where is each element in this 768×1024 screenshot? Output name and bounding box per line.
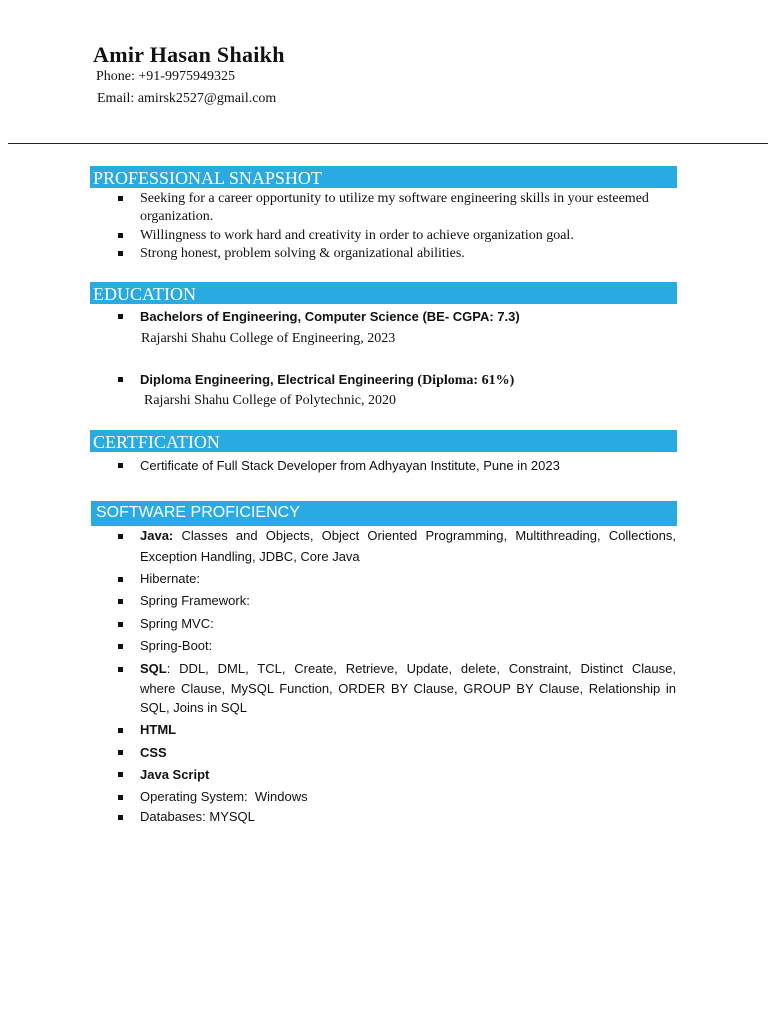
- section-header-professional-snapshot: PROFESSIONAL SNAPSHOT: [90, 166, 677, 188]
- education-degree-diploma: [140, 370, 676, 391]
- snapshot-item: Seeking for a career opportunity to utilize my software engineering skills in your esteemed organization.: [140, 191, 649, 224]
- header-divider: [8, 143, 768, 144]
- section-header-certification: CERTFICATION: [90, 430, 677, 452]
- bullet-icon: [118, 750, 123, 755]
- section-header-software-proficiency: SOFTWARE PROFICIENCY: [91, 501, 677, 526]
- skill-javascript: Java Script: [140, 767, 210, 782]
- skill-detail: : DDL, DML, TCL, Create, Retrieve, Update, delete, Constraint, Distinct Clause,: [166, 661, 676, 676]
- snapshot-item: Willingness to work hard and creativity in order to achieve organization goal.: [140, 228, 574, 243]
- skill-sql: [140, 659, 676, 679]
- bullet-icon: [118, 728, 123, 733]
- skill-sql-continued: where Clause, MySQL Function, ORDER BY Clause, GROUP BY Clause, Relationship in: [140, 681, 676, 696]
- education-degree: Diploma Engineering, Electrical Engineering: [140, 372, 418, 387]
- bullet-icon: [118, 577, 123, 582]
- bullet-icon: [118, 795, 123, 800]
- skill-detail: Classes and Objects, Object Oriented Programming, Multithreading, Collections,: [181, 528, 676, 543]
- bullet-icon: [118, 463, 123, 468]
- bullet-icon: [118, 772, 123, 777]
- bullet-icon: [118, 599, 123, 604]
- bullet-icon: [118, 534, 123, 539]
- candidate-name: Amir Hasan Shaikh: [93, 42, 285, 67]
- bullet-icon: [118, 667, 123, 672]
- skill-label: SQL: [140, 661, 167, 676]
- bullet-icon: [118, 314, 123, 319]
- email-line: Email: amirsk2527@gmail.com: [97, 91, 277, 106]
- skill-java-continued: Exception Handling, JDBC, Core Java: [140, 549, 360, 564]
- skill-spring-framework: Spring Framework:: [140, 593, 250, 608]
- education-institution: Rajarshi Shahu College of Engineering, 2023: [141, 331, 396, 346]
- bullet-icon: [118, 377, 123, 382]
- section-header-education: EDUCATION: [90, 282, 677, 304]
- bullet-icon: [118, 233, 123, 238]
- skill-hibernate: Hibernate:: [140, 571, 200, 586]
- phone-line: Phone: +91-9975949325: [96, 69, 235, 84]
- skill-operating-system: Operating System: Windows: [140, 789, 308, 804]
- bullet-icon: [118, 644, 123, 649]
- snapshot-item: Strong honest, problem solving & organizational abilities.: [140, 246, 465, 261]
- bullet-icon: [118, 251, 123, 256]
- education-degree: Bachelors of Engineering, Computer Science (BE- CGPA: 7.3): [140, 309, 520, 324]
- skill-label: Java:: [140, 528, 174, 543]
- certification-item: Certificate of Full Stack Developer from Adhyayan Institute, Pune in 2023: [140, 458, 560, 473]
- skill-java: [140, 526, 676, 546]
- education-institution: Rajarshi Shahu College of Polytechnic, 2020: [144, 393, 396, 408]
- bullet-icon: [118, 815, 123, 820]
- skill-html: HTML: [140, 722, 177, 737]
- skill-spring-mvc: Spring MVC:: [140, 616, 214, 631]
- skill-sql-continued: SQL, Joins in SQL: [140, 700, 247, 715]
- skill-spring-boot: Spring-Boot:: [140, 638, 213, 653]
- skill-css: CSS: [140, 745, 167, 760]
- education-grade: (Diploma: 61%): [417, 373, 515, 388]
- skill-databases: Databases: MYSQL: [140, 809, 255, 824]
- bullet-icon: [118, 196, 123, 201]
- bullet-icon: [118, 622, 123, 627]
